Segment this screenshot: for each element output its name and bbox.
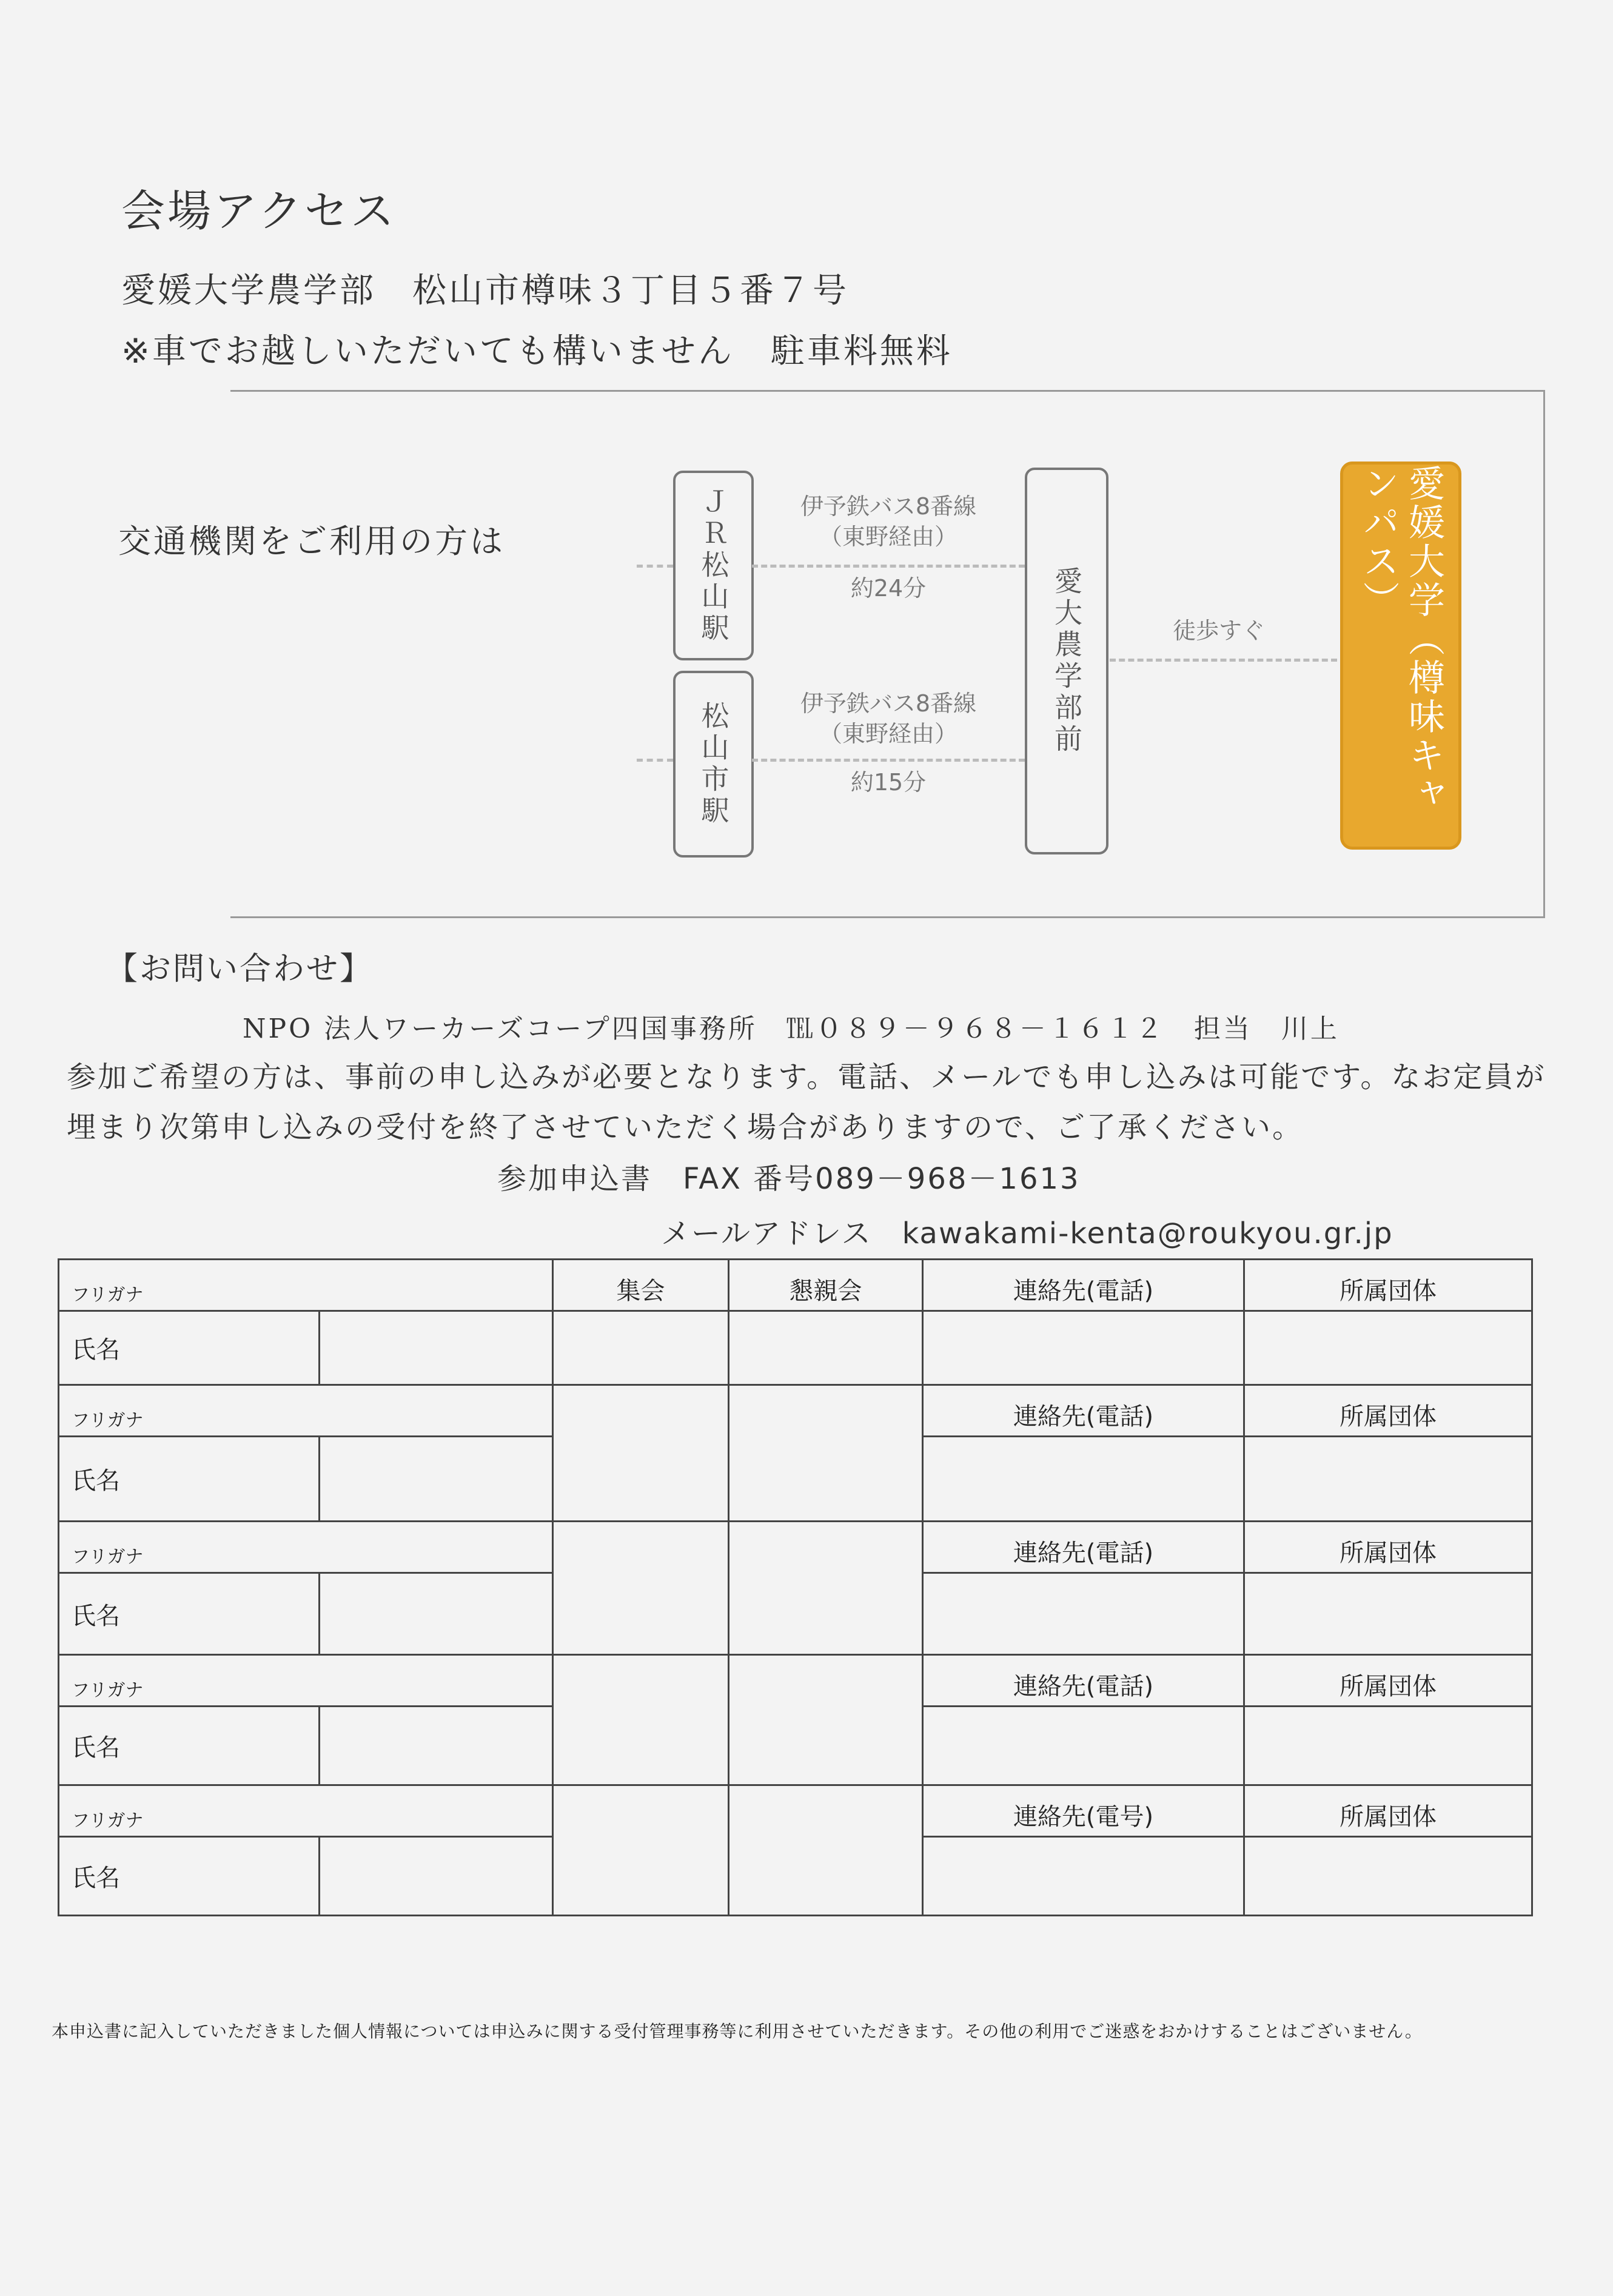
meeting-field[interactable] — [553, 1785, 729, 1916]
org-header: 所属団体 — [1244, 1655, 1532, 1707]
route1-line: 伊予鉄バス8番線 — [800, 493, 977, 520]
contact-heading: 【お問い合わせ】 — [106, 951, 374, 987]
name-field[interactable] — [320, 1437, 553, 1522]
route2-dash — [752, 759, 1025, 762]
phone-field[interactable] — [923, 1437, 1244, 1522]
meeting-header: 集会 — [553, 1260, 729, 1311]
name-label: 氏名 — [59, 1573, 320, 1655]
route1-time: 約24分 — [850, 575, 927, 602]
access-diagram — [230, 390, 1545, 918]
station-jr-matsuyama: ＪＲ松山駅 — [673, 471, 754, 660]
org-field[interactable] — [1244, 1437, 1532, 1522]
route1-dash — [752, 565, 1025, 568]
furigana-label: フリガナ — [59, 1655, 553, 1707]
meeting-field[interactable] — [553, 1311, 729, 1385]
social-field[interactable] — [729, 1311, 923, 1385]
phone-header: 連絡先(電話) — [923, 1385, 1244, 1437]
furigana-label: フリガナ — [59, 1260, 553, 1311]
org-field[interactable] — [1244, 1707, 1532, 1785]
parking-note: ※車でお越しいただいても構いません 駐車料無料 — [121, 332, 953, 371]
fax-line: 参加申込書 FAX 番号089－968－1613 — [497, 1162, 1081, 1196]
page-title: 会場アクセス — [121, 186, 397, 237]
furigana-label: フリガナ — [59, 1385, 553, 1437]
privacy-note: 本申込書に記入していただきました個人情報については申込みに関する受付管理事務等に利用させていただきます。その他の利用でご迷惑をおかけすることはございません。 — [52, 2021, 1423, 2041]
phone-field[interactable] — [923, 1311, 1244, 1385]
social-field[interactable] — [729, 1655, 923, 1785]
meeting-field[interactable] — [553, 1385, 729, 1522]
name-label: 氏名 — [59, 1311, 320, 1385]
org-header: 所属団体 — [1244, 1785, 1532, 1837]
route2-time: 約15分 — [850, 769, 927, 796]
meeting-field[interactable] — [553, 1655, 729, 1785]
meeting-field[interactable] — [553, 1522, 729, 1655]
org-header: 所属団体 — [1244, 1522, 1532, 1573]
name-label: 氏名 — [59, 1437, 320, 1522]
social-header: 懇親会 — [729, 1260, 923, 1311]
phone-field[interactable] — [923, 1707, 1244, 1785]
name-label: 氏名 — [59, 1837, 320, 1916]
route1-via: （東野経由） — [819, 523, 957, 550]
email-line: メールアドレス kawakami-kenta@roukyou.gr.jp — [661, 1217, 1393, 1250]
name-field[interactable] — [320, 1573, 553, 1655]
phone-header: 連絡先(電号) — [923, 1785, 1244, 1837]
name-field[interactable] — [320, 1311, 553, 1385]
walk-dash — [1110, 659, 1337, 662]
application-paragraph: 参加ご希望の方は、事前の申し込みが必要となります。電話、メールでも申し込みは可能です。なお定員が埋まり次第申し込みの受付を終了させていただく場合がありますので、ご了承ください。 — [67, 1060, 1546, 1144]
social-field[interactable] — [729, 1522, 923, 1655]
phone-header: 連絡先(電話) — [923, 1260, 1244, 1311]
org-field[interactable] — [1244, 1837, 1532, 1916]
route2-line: 伊予鉄バス8番線 — [800, 690, 977, 717]
furigana-label: フリガナ — [59, 1785, 553, 1837]
org-header: 所属団体 — [1244, 1260, 1532, 1311]
organization-line: NPO 法人ワーカーズコープ四国事務所 ℡０８９－９６８－１６１２ 担当 川上 — [243, 1013, 1340, 1044]
phone-header: 連絡先(電話) — [923, 1655, 1244, 1707]
route2-dash-left — [637, 759, 673, 762]
route1-dash-left — [637, 565, 673, 568]
venue-address: 愛媛大学農学部 松山市樽味３丁目５番７号 — [121, 271, 849, 310]
application-form-table — [58, 1258, 1533, 1916]
phone-header: 連絡先(電話) — [923, 1522, 1244, 1573]
phone-field[interactable] — [923, 1837, 1244, 1916]
social-field[interactable] — [729, 1785, 923, 1916]
transit-label: 交通機関をご利用の方は — [118, 522, 505, 560]
destination-ehime-university: 愛媛大学（樽味キャンパス） — [1340, 462, 1461, 850]
name-label: 氏名 — [59, 1707, 320, 1785]
name-field[interactable] — [320, 1837, 553, 1916]
phone-field[interactable] — [923, 1573, 1244, 1655]
route2-via: （東野経由） — [819, 720, 957, 747]
bus-stop-aidai-nogakubu: 愛大農学部前 — [1025, 468, 1108, 854]
walk-label: 徒歩すぐ — [1172, 617, 1265, 644]
name-field[interactable] — [320, 1707, 553, 1785]
org-field[interactable] — [1244, 1311, 1532, 1385]
furigana-label: フリガナ — [59, 1522, 553, 1573]
org-header: 所属団体 — [1244, 1385, 1532, 1437]
social-field[interactable] — [729, 1385, 923, 1522]
station-matsuyama-city: 松山市駅 — [673, 671, 754, 858]
org-field[interactable] — [1244, 1573, 1532, 1655]
